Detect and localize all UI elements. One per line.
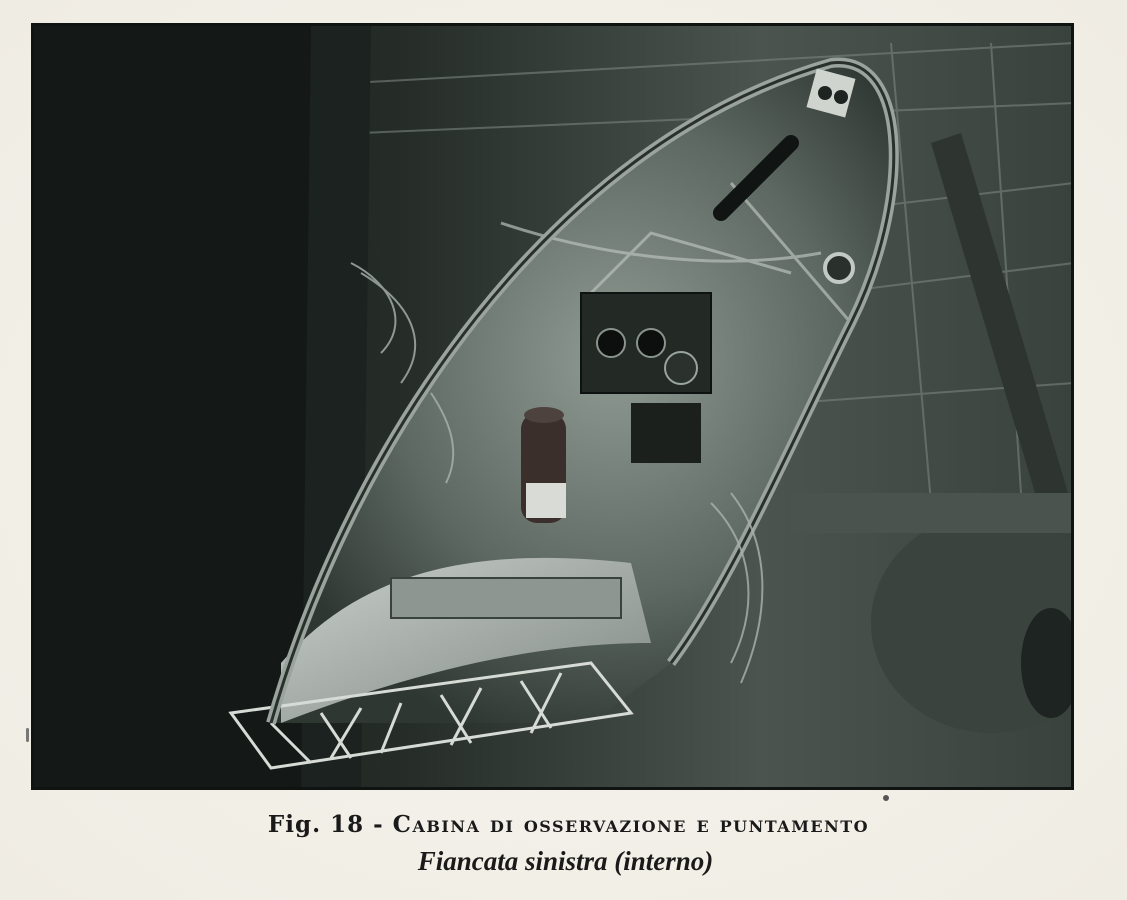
figure-number: Fig. 18 xyxy=(267,811,365,838)
caption-separator: - xyxy=(373,811,384,838)
figure-title-line xyxy=(10,808,1127,842)
figure-caption xyxy=(0,808,1127,880)
cockpit-photograph xyxy=(31,23,1074,790)
cockpit-photo-illustration xyxy=(31,23,1074,790)
print-speck xyxy=(883,795,889,801)
figure-title: Cabina di osservazione e puntamento xyxy=(392,811,870,838)
figure-subtitle: Fiancata sinistra (interno) xyxy=(417,846,714,876)
scan-mark xyxy=(26,728,29,742)
